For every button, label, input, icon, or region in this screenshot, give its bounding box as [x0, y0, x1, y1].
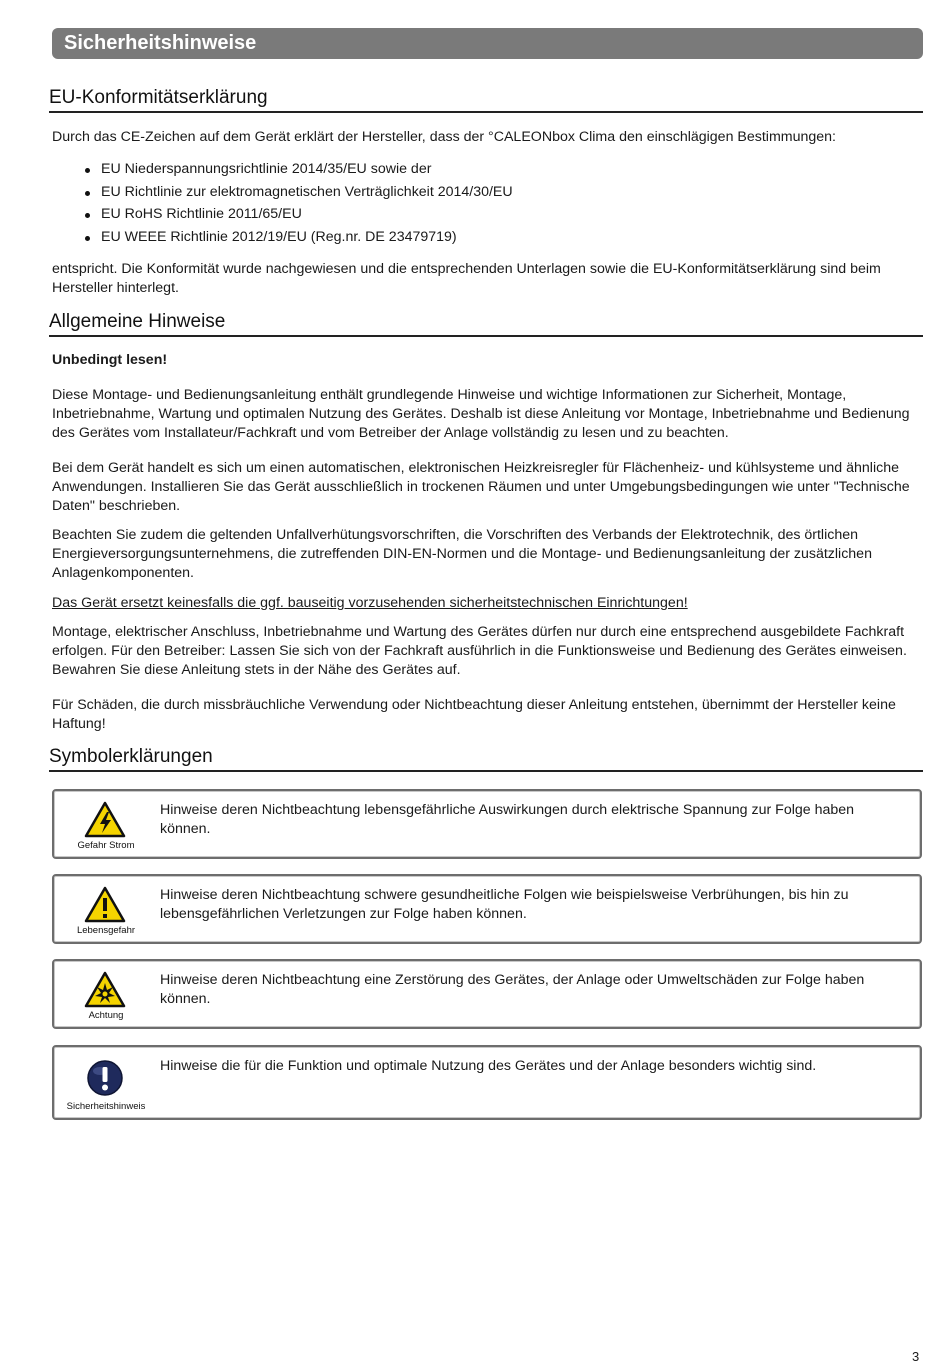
explosion-icon — [84, 971, 126, 1009]
list-item: EU Richtlinie zur elektromagnetischen Verträglichkeit 2014/30/EU — [52, 181, 513, 204]
symbol-box — [52, 789, 922, 859]
symbol-description: Hinweise deren Nichtbeachtung eine Zerstörung des Gerätes, der Anlage oder Umweltschäden zur Folge haben können. — [160, 972, 865, 1007]
symbol-caption: Sicherheitshinweis — [66, 1101, 146, 1112]
eu-conformity-heading: EU-Konformitätserklärung — [49, 87, 923, 113]
general-paragraph: Beachten Sie zudem die geltenden Unfallverhütungsvorschriften, die Vorschriften des Verbands der Elektrotechnik, des örtlichen Energieversorgungsunternehmens, die zutreffenden DIN-EN-Normen und die Montage- und Bedienungsanleitung der zusätzlichen Anlagenkomponenten. — [52, 527, 872, 581]
general-paragraph: Für Schäden, die durch missbräuchliche Verwendung oder Nichtbeachtung dieser Anleitung entstehen, übernimmt der Hersteller keine Haftung! — [52, 697, 896, 732]
list-item: EU WEEE Richtlinie 2012/19/EU (Reg.nr. DE 23479719) — [52, 226, 513, 249]
general-paragraph: Bei dem Gerät handelt es sich um einen automatischen, elektronischen Heizkreisregler für Flächenheiz- und kühlsysteme und ähnliche Anwendungen. Installieren Sie das Gerät ausschließlich in trockenen Räumen und unter Umgebungsbedingungen wie unter "Technische Daten" beschrieben. — [52, 460, 910, 514]
symbol-description: Hinweise deren Nichtbeachtung schwere gesundheitliche Folgen wie beispielsweise Verbrühungen, bis hin zu lebensgefährlichen Verletzungen zur Folge haben können. — [160, 887, 849, 922]
safety-warning-text: Das Gerät ersetzt keinesfalls die ggf. bauseitig vorzusehenden sicherheitstechnischen Einrichtungen! — [52, 595, 688, 611]
list-item: EU Niederspannungsrichtlinie 2014/35/EU sowie der — [52, 158, 513, 181]
symbol-box — [52, 1045, 922, 1120]
list-item: EU RoHS Richtlinie 2011/65/EU — [52, 203, 513, 226]
general-notes-heading: Allgemeine Hinweise — [49, 311, 923, 337]
general-paragraph: Montage, elektrischer Anschluss, Inbetriebnahme und Wartung des Gerätes dürfen nur durch eine entsprechend ausgebildete Fachkraft erfolgen. Für den Betreiber: Lassen Sie sich von der Fachkraft ausführlich in die Funktionsweise und Bedienung des Gerätes einweisen. Bewahren Sie diese Anleitung stets in der Nähe des Gerätes auf. — [52, 624, 907, 678]
symbol-caption: Lebensgefahr — [76, 925, 136, 936]
symbol-caption: Achtung — [88, 1010, 124, 1021]
symbol-caption: Gefahr Strom — [77, 840, 135, 851]
section-banner: Sicherheitshinweise — [52, 28, 923, 59]
symbols-heading: Symbolerklärungen — [49, 746, 923, 772]
symbol-description: Hinweise die für die Funktion und optimale Nutzung des Gerätes und der Anlage besonders wichtig sind. — [160, 1058, 817, 1074]
must-read-label: Unbedingt lesen! — [52, 352, 168, 368]
warning-icon — [84, 886, 126, 924]
info-exclamation-icon — [84, 1059, 126, 1097]
general-paragraph: Diese Montage- und Bedienungsanleitung enthält grundlegende Hinweise und wichtige Informationen zur Sicherheit, Montage, Inbetriebnahme, Wartung und optimalen Nutzung des Gerätes. Deshalb ist diese Anleitung vor Montage, Inbetriebnahme und Bedienung des Gerätes vom Installateur/Fachkraft und vom Betreiber der Anlage vollständig zu lesen und zu beachten. — [52, 387, 910, 441]
eu-outro-text: entspricht. Die Konformität wurde nachgewiesen und die entsprechenden Unterlagen sowie die EU-Konformitätserklärung sind beim Hersteller hinterlegt. — [52, 261, 881, 296]
eu-intro-text: Durch das CE-Zeichen auf dem Gerät erklärt der Hersteller, dass der °CALEONbox Clima den einschlägigen Bestimmungen: — [52, 129, 836, 145]
page-number: 3 — [912, 1349, 920, 1364]
electric-hazard-icon — [84, 801, 126, 839]
eu-directive-list — [52, 158, 513, 248]
symbol-box — [52, 959, 922, 1029]
symbol-box — [52, 874, 922, 944]
symbol-description: Hinweise deren Nichtbeachtung lebensgefährliche Auswirkungen durch elektrische Spannung zur Folge haben können. — [160, 802, 855, 837]
